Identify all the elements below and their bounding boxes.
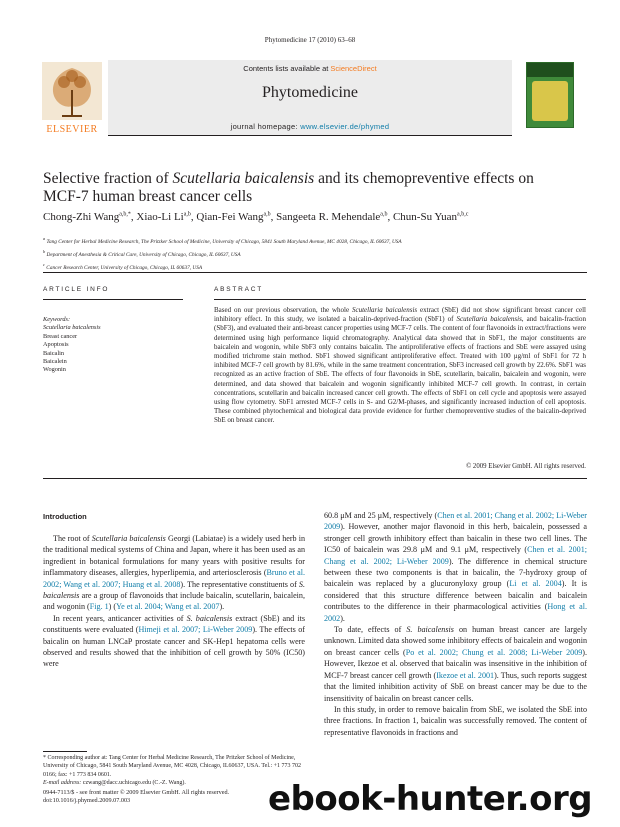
citation-link[interactable]: Po et al. 2002; Chung et al. 2008; Li-Weber 2009	[405, 647, 583, 657]
journal-masthead	[40, 60, 588, 136]
text-seg: To date, effects of	[334, 625, 407, 635]
abstract-species: Scutellaria baicalensis	[352, 306, 418, 314]
journal-banner	[108, 60, 512, 136]
keyword-item: Baicalein	[43, 358, 67, 366]
sciencedirect-link[interactable]: ScienceDirect	[330, 64, 377, 73]
text-seg: ). The difference in chemical structure between these two components is that in baicalin, the 7-hydroxy group of baicalein was replaced by a glucuronyloxy group (	[324, 556, 588, 589]
footnote-email-line	[43, 779, 305, 787]
citation-link[interactable]: Chen et al. 2001; Chang et al. 2002; Li-Weber 2009	[324, 511, 587, 532]
affiliation-text: Tang Center for Herbal Medicine Research, The Pritzker School of Medicine, University of Chicago, 5841 South Maryland Avenue, MC 4028, Chicago, IL 60637, USA	[46, 238, 402, 245]
text-seg: In recent years, anticancer activities of	[53, 613, 187, 623]
text-seg: 60.8 μM and 25 μM, respectively (	[324, 511, 438, 520]
text-seg: extract (SbE) and its constituents were evaluated (	[43, 613, 305, 635]
text-seg: ). Thus, such reports suggest that the limited inhibition activity of SbE on breast cancer may be due to the insensitivity of baicalin on breast cancer cells.	[324, 670, 587, 703]
abstract-end-divider	[43, 478, 587, 479]
title-part-1: Selective fraction of	[43, 170, 173, 187]
citation-link[interactable]: Hong et al. 2002	[324, 602, 587, 623]
footnote-rule	[43, 751, 87, 752]
author-name[interactable]: Chun-Su Yuan	[392, 211, 458, 223]
email-label: E-mail address:	[43, 780, 82, 787]
intro-paragraph	[324, 510, 587, 624]
citation-link[interactable]: Himeji et al. 2007; Li-Weber 2009	[138, 625, 253, 635]
affiliation-text: Cancer Research Center, University of Chicago, Chicago, IL 60637, USA	[46, 264, 203, 271]
text-seg: ). However, another major flavonoid in this herb, baicalein, possessed a stronger cell growth inhibitory effect than baicalin in these two cell lines. The IC50 of baicalein was 29.8 μM and 9.1 μM, respectively (	[324, 522, 587, 555]
cover-header-band	[527, 63, 573, 77]
citation-link[interactable]: Li et al. 2004	[509, 579, 562, 589]
email-address[interactable]: czwang@dacc.uchicago.edu (C.-Z. Wang).	[82, 780, 186, 787]
affiliation-mark: a	[43, 236, 46, 241]
species-name: S. baicalensis	[406, 625, 454, 635]
abstract-seg: , and baicalin-fraction (SbF3), and evaluated their anti-breast cancer properties using MCF-7 cells. The content of four flavonoids in extract/fractions were determined using high performance liquid chromatography. Analytical data showed that in SbF1, the major constituents are baicalein and wogonin, while SbF3 only contains baicalin. The antiproliferative effects of fractions and SbE were assayed using modified trichrome stain method. SbF1 showed significant antiproliferative effect. Treated with 100 μg/ml of SbF1 for 72 h inhibited MCF-7 cell growth by 81.6%, while in the same treatment concentration, SbF3 increased cell growth by 22.6%. SbF1 was recognized as an active fraction of SbE. The effects of four flavonoids in SbE, scutellarin, baicalin, baicalein and wogonin, were determined, and data showed that baicalein and wogonin significantly inhibited MCF-7 cell growth. In contrast, in certain concentrations, scutellarin and baicalin increased cancer cell growth. The effects of SbF1 on cell cycle and apoptosis were assayed using flow cytometry. SbF1 arrested MCF-7 cells in S- and G2/M-phases, and significantly increased induction of cell apoptosis. These combined phytochemical and biological data provide evidence for further chemopreventive studies of the baicalin-deprived SbE on breast cancer.	[214, 315, 587, 425]
elsevier-tree-icon	[40, 60, 104, 122]
figure-link[interactable]: Fig. 1	[89, 602, 109, 612]
intro-paragraph	[43, 613, 305, 670]
title-part-2: and its chemopreventive effects on	[314, 170, 534, 187]
homepage-prefix: journal homepage:	[230, 122, 301, 131]
journal-title: Phytomedicine	[262, 84, 358, 101]
author-affil-marks: a,b	[263, 211, 271, 218]
footnote-text: * Corresponding author at: Tang Center for Herbal Medicine Research, The Pritzker School of Medicine, University of Chicago, 5841 South Maryland Avenue, MC 4028, Chicago, IL60637, USA. Tel.: +1 773 702 0166; fax: +1 773 834 0601.	[43, 755, 302, 778]
intro-paragraph	[324, 624, 587, 704]
author-name[interactable]: Qian-Fei Wang	[196, 211, 264, 223]
abstract-seg: Based on our previous observation, the whole	[214, 306, 352, 314]
watermark: ebook-hunter.org	[268, 779, 593, 819]
keyword-item: Apoptosis	[43, 341, 69, 349]
text-seg: Georgi (Labiatae) is a widely used herb in the traditional medical systems of China and Japan, where it has been used as an ingredient in botanical formulations for many years with positive results for inflammatory diseases, allergies, hyperlipemia, and arteriosclerosis (	[43, 534, 305, 578]
author-affil-marks: a,b	[183, 211, 191, 218]
issn-block	[43, 789, 229, 806]
article-info-heading: ARTICLE INFO	[43, 286, 110, 293]
affiliation-text: Department of Anesthesia & Critical Care, University of Chicago, Chicago, IL 60637, USA	[46, 251, 241, 258]
abstract-rule	[214, 299, 586, 300]
abstract-text	[214, 306, 586, 426]
text-seg: The root of	[53, 534, 92, 543]
cover-illustration	[532, 81, 568, 121]
author-name[interactable]: Xiao-Li Li	[136, 211, 184, 223]
keywords-block	[43, 316, 183, 375]
author-name[interactable]: Chong-Zhi Wang	[43, 211, 120, 223]
text-seg: In this study, in order to remove baicalin from SbE, we isolated the SbE into three fractions. In fraction 1, baicalin was successfully removed. The content of representative flavonoids in fractions and	[324, 704, 587, 737]
intro-paragraph	[324, 704, 587, 738]
text-seg: are a group of flavonoids that include baicalin, scutellarin, baicalein, and wogonin (	[43, 591, 305, 612]
species-name: S. baicalensis	[43, 579, 305, 601]
homepage-line	[108, 122, 512, 131]
affiliation-line	[43, 247, 583, 260]
title-species: Scutellaria baicalensis	[172, 170, 315, 187]
intro-paragraph	[43, 533, 305, 613]
affiliation-mark: c	[43, 261, 45, 267]
journal-cover-image	[526, 62, 574, 128]
citation-link[interactable]: Chen et al. 2001; Chang et al. 2002; Li-Weber 2009	[324, 545, 587, 566]
text-seg: ). It is considered that this structure difference between baicalin and baicalein contributes to the difference in their pharmacological activities (	[324, 579, 588, 612]
species-name: S. baicalensis	[186, 613, 233, 623]
author-affil-marks: a,b,*	[119, 211, 131, 218]
author-affil-marks: a,b	[380, 211, 388, 218]
title-part-3: MCF-7 human breast cancer cells	[43, 188, 253, 205]
abstract-species: Scutellaria baicalensis	[456, 315, 522, 324]
species-name: Scutellaria baicalensis	[91, 534, 166, 543]
text-seg: on human breast cancer are largely unknown. Limited data showed some inhibitory effects of baicalein and wogonin on breast cancer cells (	[324, 625, 588, 657]
corresponding-author-footnote	[43, 754, 305, 788]
doi-line[interactable]: doi:10.1016/j.phymed.2009.07.003	[43, 797, 131, 805]
author-list: Chong-Zhi Wang$^{a,b,*}$, Xiao-Li Li$^{a,b}$, Qian-Fei Wang$^{a,b}$, Sangeeta R. Mehendale$^{a,b}$, Chun-Su Yuan$^{a,b,c}$	[43, 211, 469, 223]
left-column	[43, 533, 305, 670]
keyword-item: Wogonin	[43, 366, 66, 374]
right-column	[324, 510, 587, 738]
text-seg: ). The representative constituents of	[180, 579, 299, 589]
journal-homepage-link[interactable]: www.elsevier.de/phymed	[300, 122, 390, 131]
article-info-rule	[43, 299, 183, 300]
abstract-heading: ABSTRACT	[214, 286, 264, 293]
text-seg: ). However, Ikezoe et al. observed that baicalin was insensitive in the inhibition of MCF-7 breast cancer cell growth (	[324, 647, 588, 680]
contents-prefix: Contents lists available at	[243, 64, 331, 73]
journal-citation: Phytomedicine 17 (2010) 63–68	[264, 36, 356, 44]
text-seg: ).	[219, 602, 225, 612]
affiliations	[43, 234, 583, 272]
copyright-notice: © 2009 Elsevier GmbH. All rights reserved.	[466, 463, 586, 470]
keywords-label: Keywords:	[43, 316, 71, 323]
text-seg: ). The effects of baicalin on human LNCaP prostate cancer and SK-Hep1 hepatoma cells were observed and results showed that the inhibition of cell growth by 50% (IC50) were	[43, 625, 305, 669]
introduction-heading: Introduction	[43, 512, 87, 521]
text-seg: ) (	[108, 602, 117, 612]
affiliation-line	[43, 260, 583, 273]
keyword-item: Breast cancer	[43, 332, 78, 340]
affiliation-line	[43, 234, 583, 247]
front-matter-line: 0944-7113/$ - see front matter © 2009 Elsevier GmbH. All rights reserved.	[43, 789, 230, 796]
citation-link[interactable]: Ikezoe et al. 2001	[436, 670, 495, 680]
affiliation-mark: b	[43, 248, 46, 254]
author-name[interactable]: Sangeeta R. Mehendale	[276, 211, 381, 223]
article-title	[43, 170, 583, 206]
keyword-item: Scutellaria baicalensis	[43, 324, 101, 332]
abstract-seg: extract (SbE) did not show significant breast cancer cell inhibitory effect. In this study, we isolated a baicalin-deprived-fraction (SbF1) of	[214, 306, 586, 324]
author-affil-marks: a,b,c	[457, 211, 469, 218]
publisher-wordmark: ELSEVIER	[46, 124, 98, 135]
elsevier-logo	[40, 60, 104, 136]
citation-link[interactable]: Ye et al. 2004; Wang et al. 2007	[116, 602, 220, 612]
header-divider	[43, 272, 587, 273]
contents-line	[108, 64, 512, 73]
text-seg: ).	[340, 613, 345, 623]
keyword-item: Baicalin	[43, 349, 64, 357]
citation-link[interactable]: Bruno et al. 2002; Wang et al. 2007; Huang et al. 2008	[43, 568, 305, 589]
